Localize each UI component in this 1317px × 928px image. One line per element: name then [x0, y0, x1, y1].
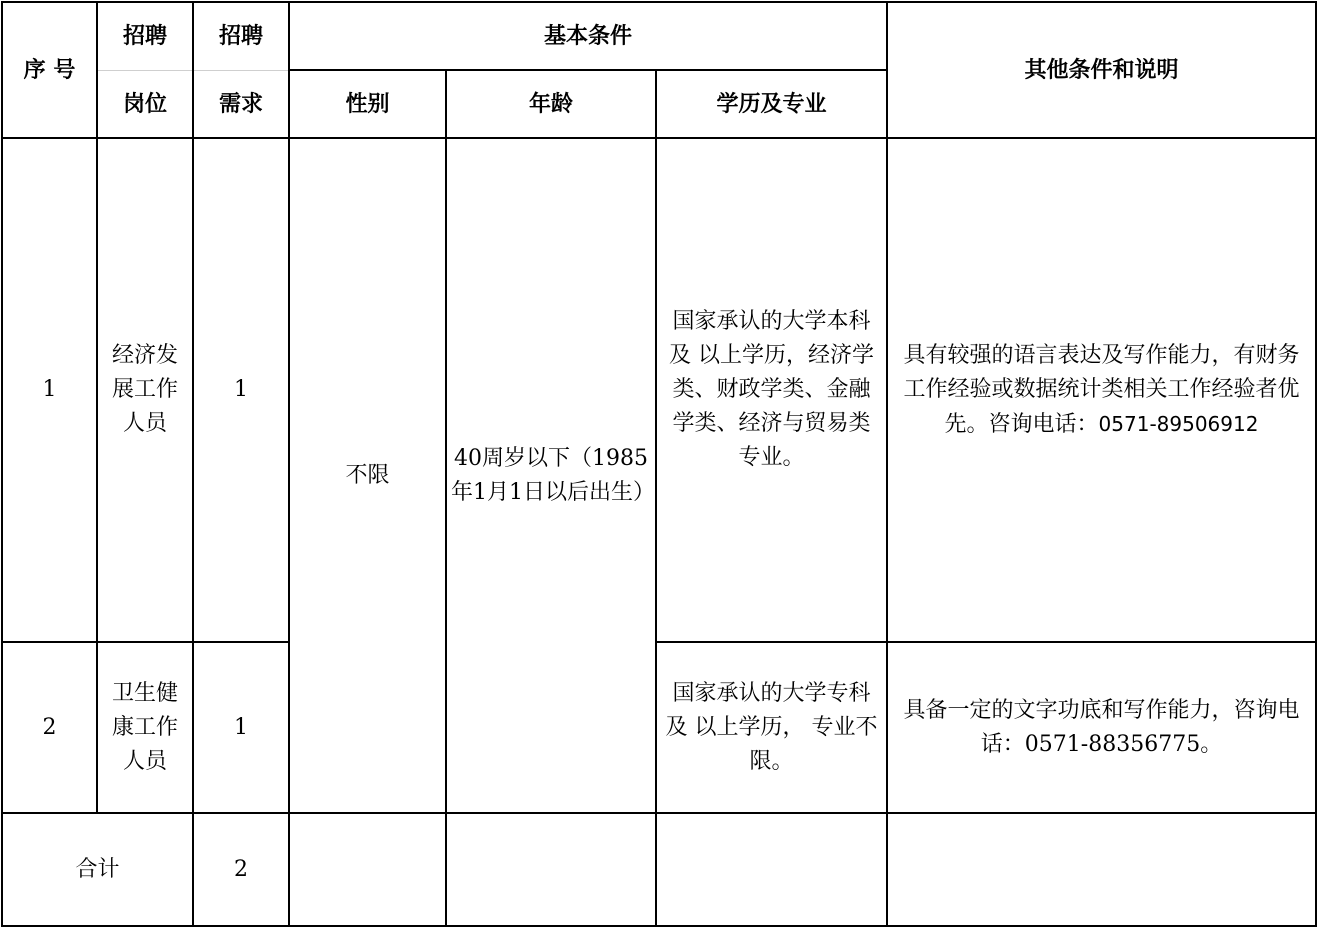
row1-demand: 1: [193, 138, 289, 642]
total-label: 合计: [2, 813, 193, 926]
gender-cell: 不限: [289, 138, 446, 813]
total-empty-age: [446, 813, 656, 926]
header-demand-line2: 需求: [193, 70, 289, 138]
row2-seq: 2: [2, 642, 97, 813]
row1-other: [887, 138, 1316, 642]
header-basic-conditions: 基本条件: [289, 2, 887, 70]
header-age: 年龄: [446, 70, 656, 138]
row1-other-text: 具有较强的语言表达及写作能力，有财务工作经验或数据统计类相关工作经验者优先。咨询电话：: [903, 342, 1300, 437]
header-post-line2: 岗位: [97, 70, 193, 138]
row2-education: 国家承认的大学专科及 以上学历， 专业不限。: [656, 642, 887, 813]
row1-seq: 1: [2, 138, 97, 642]
header-education: 学历及专业: [656, 70, 887, 138]
header-gender: 性别: [289, 70, 446, 138]
age-cell: 40周岁以下（1985年1月1日以后出生）: [446, 138, 656, 813]
total-empty-gender: [289, 813, 446, 926]
row1-education: 国家承认的大学本科及 以上学历，经济学类、财政学类、金融学类、经济与贸易类专业。: [656, 138, 887, 642]
row1-other-phone: 0571-89506912: [1098, 411, 1259, 436]
header-other-conditions: 其他条件和说明: [887, 2, 1316, 138]
header-post-line1: 招聘: [97, 2, 193, 70]
row2-other: 具备一定的文字功底和写作能力，咨询电话：0571-88356775。: [887, 642, 1316, 813]
row1-post: 经济发展工作人员: [97, 138, 193, 642]
header-demand-line1: 招聘: [193, 2, 289, 70]
total-empty-education: [656, 813, 887, 926]
recruitment-table: [1, 1, 1317, 927]
row2-demand: 1: [193, 642, 289, 813]
header-seq: 序 号: [2, 2, 97, 138]
total-demand: 2: [193, 813, 289, 926]
total-empty-other: [887, 813, 1316, 926]
row2-post: 卫生健康工作人员: [97, 642, 193, 813]
